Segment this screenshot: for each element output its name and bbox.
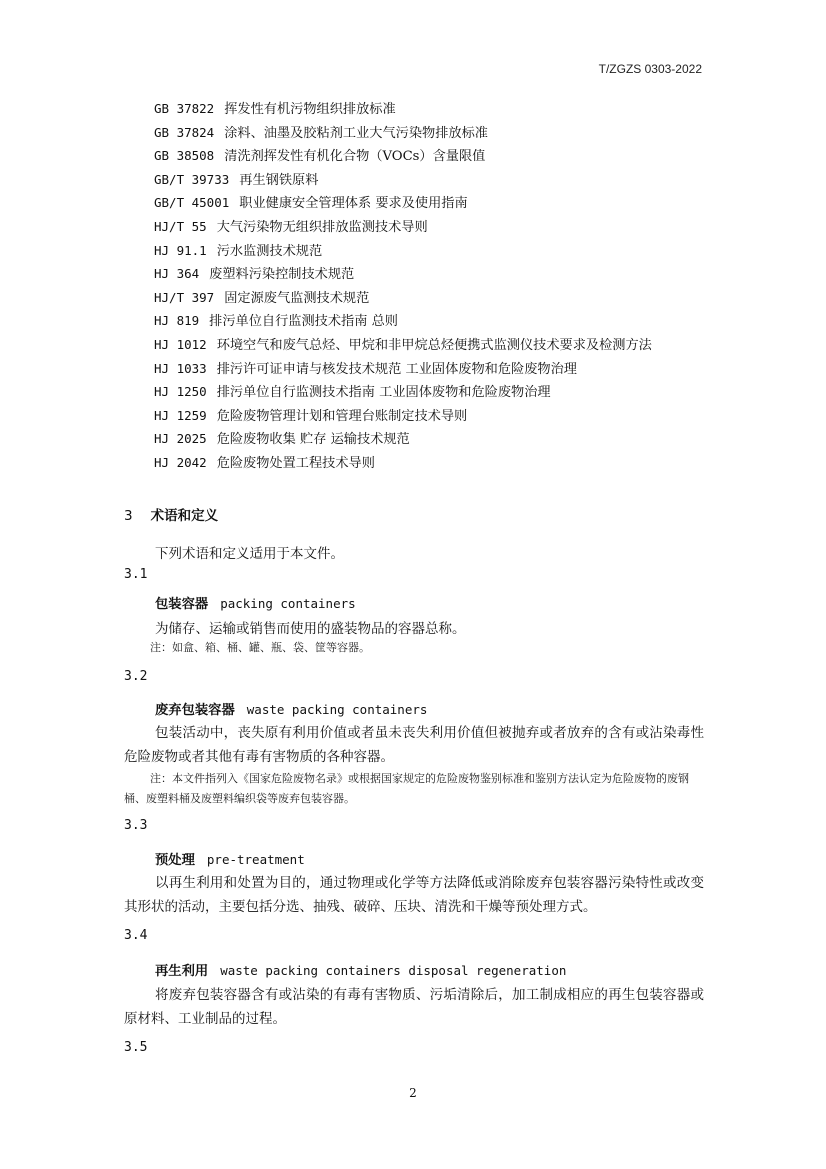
doc-code: T/ZGZS 0303-2022	[598, 62, 702, 76]
reference-code: GB 38508	[154, 148, 215, 164]
reference-title: 危险废物管理计划和管理台账制定技术导则	[216, 408, 468, 424]
reference-title: 涂料、油墨及胶粘剂工业大气污染物排放标准	[224, 125, 488, 141]
reference-item	[154, 310, 652, 334]
term-heading	[155, 593, 356, 612]
term-heading	[155, 960, 566, 979]
term-number: 3.2	[124, 669, 148, 684]
reference-title: 排污许可证申请与核发技术规范 工业固体废物和危险废物治理	[216, 361, 577, 377]
reference-code: HJ/T 55	[154, 218, 207, 234]
term-en: packing containers	[220, 596, 356, 611]
section-intro: 下列术语和定义适用于本文件。	[155, 546, 344, 562]
reference-title: 挥发性有机污物组织排放标准	[224, 102, 396, 117]
reference-item	[154, 358, 652, 382]
reference-title: 大气污染物无组织排放监测技术导则	[216, 219, 428, 235]
reference-title: 废塑料污染控制技术规范	[209, 267, 355, 283]
term-definition: 包装活动中，丧失原有利用价值或者虽未丧失利用价值但被抛弃或者放弃的含有或沾染毒性危险废物或者其他有毒有害物质的各种容器。	[124, 725, 704, 765]
term-en: waste packing containers disposal regeneration	[220, 963, 567, 978]
reference-code: HJ 91.1	[154, 242, 207, 258]
reference-code: HJ 2042	[154, 454, 207, 470]
term-number: 3.4	[124, 928, 148, 943]
reference-item	[154, 452, 652, 476]
reference-item	[154, 169, 652, 193]
reference-item	[154, 240, 652, 264]
reference-title: 固定源废气监测技术规范	[224, 290, 370, 306]
reference-title: 危险废物处置工程技术导则	[216, 455, 375, 471]
term-definition: 以再生利用和处置为目的，通过物理或化学等方法降低或消除废弃包装容器污染特性或改变其形状的活动，主要包括分选、抽残、破碎、压块、清洗和干燥等预处理方式。	[124, 875, 704, 915]
reference-title: 排污单位自行监测技术指南 工业固体废物和危险废物治理	[216, 385, 551, 401]
reference-item	[154, 287, 652, 311]
reference-item	[154, 216, 652, 240]
reference-code: HJ 364	[154, 266, 200, 282]
reference-item	[154, 192, 652, 216]
reference-code: HJ 1012	[154, 336, 207, 352]
section-number: 3	[124, 508, 133, 524]
reference-title: 污水监测技术规范	[216, 243, 323, 259]
term-en: pre-treatment	[206, 852, 305, 867]
reference-item	[154, 145, 652, 169]
term-heading	[155, 699, 427, 718]
term-zh: 包装容器	[155, 597, 209, 612]
term-number: 3.5	[124, 1040, 148, 1055]
reference-item	[154, 263, 652, 287]
reference-title: 职业健康安全管理体系 要求及使用指南	[239, 196, 468, 212]
term-number: 3.1	[124, 567, 148, 582]
term-definition: 将废弃包装容器含有或沾染的有毒有害物质、污垢清除后，加工制成相应的再生包装容器或原材料、工业制品的过程。	[124, 987, 704, 1027]
term-definition: 为储存、运输或销售而使用的盛装物品的容器总称。	[155, 621, 466, 637]
reference-code: HJ 1250	[154, 384, 207, 400]
reference-item	[154, 381, 652, 405]
term-number: 3.3	[124, 818, 148, 833]
reference-item	[154, 428, 652, 452]
term-en: waste packing containers	[246, 702, 428, 717]
reference-code: GB/T 45001	[154, 195, 230, 211]
section-heading	[124, 504, 218, 524]
reference-title: 再生钢铁原料	[239, 172, 319, 188]
reference-item	[154, 122, 652, 146]
term-note: 注：本文件指列入《国家危险废物名录》或根据国家规定的危险废物鉴别标准和鉴别方法认定为危险废物的废钢桶、废塑料桶及废塑料编织袋等废弃包装容器。	[124, 772, 689, 805]
reference-title: 危险废物收集 贮存 运输技术规范	[216, 432, 410, 448]
reference-code: HJ 1033	[154, 360, 207, 376]
reference-code: GB 37824	[154, 124, 215, 140]
reference-code: GB/T 39733	[154, 171, 230, 187]
reference-code: HJ 1259	[154, 407, 207, 423]
reference-title: 环境空气和废气总烃、甲烷和非甲烷总烃便携式监测仪技术要求及检测方法	[216, 337, 652, 353]
reference-item	[154, 334, 652, 358]
page-number: 2	[409, 1086, 417, 1100]
term-note: 注：如盒、箱、桶、罐、瓶、袋、筐等容器。	[150, 641, 370, 654]
normative-reference-list	[154, 98, 652, 476]
reference-title: 清洗剂挥发性有机化合物（VOCs）含量限值	[224, 149, 486, 165]
term-zh: 预处理	[155, 853, 195, 868]
section-title: 术语和定义	[150, 508, 219, 524]
reference-code: GB 37822	[154, 101, 215, 116]
reference-title: 排污单位自行监测技术指南 总则	[209, 314, 398, 330]
reference-item	[154, 98, 652, 122]
term-zh: 再生利用	[155, 964, 209, 979]
reference-code: HJ 819	[154, 313, 200, 329]
term-heading	[155, 849, 305, 868]
term-zh: 废弃包装容器	[155, 703, 235, 718]
reference-code: HJ 2025	[154, 431, 207, 447]
reference-item	[154, 405, 652, 429]
reference-code: HJ/T 397	[154, 289, 215, 305]
